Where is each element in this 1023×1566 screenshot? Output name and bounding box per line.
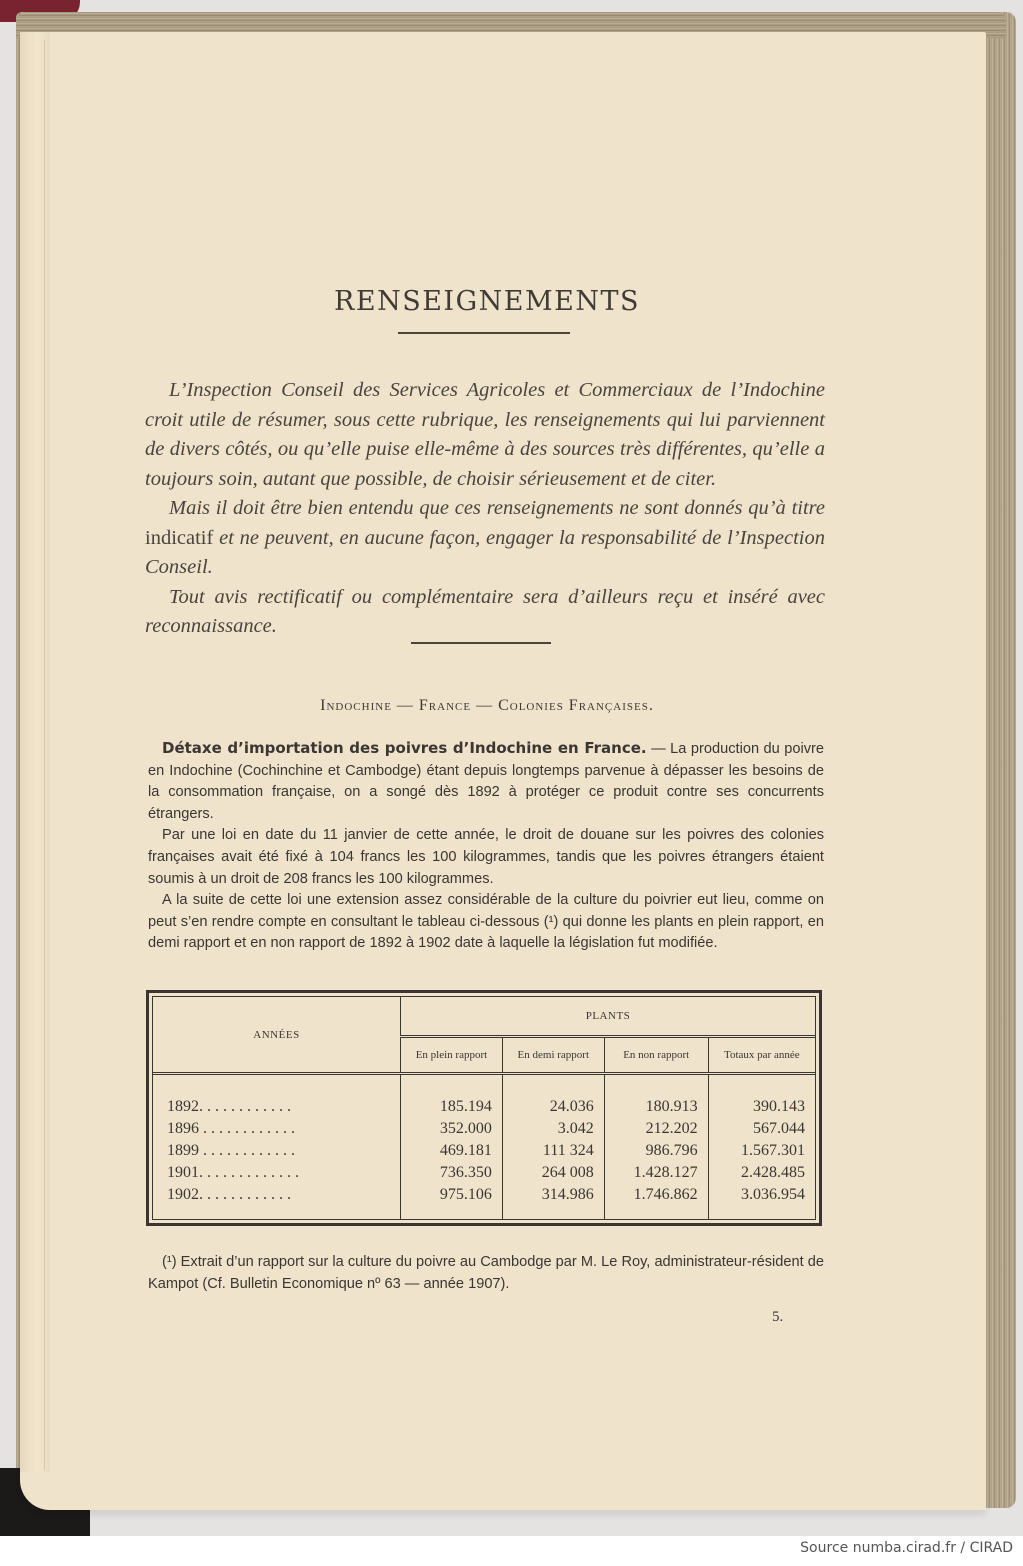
total-cell: 2.428.485 (741, 1163, 805, 1181)
intro-divider (411, 642, 551, 644)
intro-text: Tout avis rectificatif ou complémentaire sera d’ailleurs reçu et inséré avec reconnaissance. (145, 585, 825, 637)
non-cell: 212.202 (604, 1117, 708, 1139)
year-cell: 1892. . . . . . . . . . . . (153, 1095, 401, 1117)
page-number: 5. (772, 1309, 784, 1325)
year-cell: 1902. . . . . . . . . . . . (153, 1183, 401, 1205)
intro-paragraph-2 (145, 494, 825, 583)
non-cell: 986.796 (604, 1139, 708, 1161)
column-header-total: Totaux par année (708, 1037, 815, 1074)
article-text: — La production du poivre en Indochine (Cochinchine et Cambodge) étant depuis longtemps parvenue à dépasser les besoins de la consommation française, on a songé dès 1892 à protéger ce produit contre ses concurrents étrangers. (148, 741, 825, 822)
intro-paragraph-3 (145, 583, 825, 642)
intro-text: et ne peuvent, en aucune façon, engager la responsabilité de l’Inspection Conseil. (145, 526, 825, 578)
source-credit: Source numba.cirad.fr / CIRAD (800, 1540, 1013, 1556)
table-row (153, 1139, 815, 1161)
plein-cell: 975.106 (401, 1183, 503, 1205)
non-cell: 1.428.127 (604, 1161, 708, 1183)
intro-text: Mais il doit être bien entendu que ces renseignements ne sont donnés qu’à titre (169, 497, 825, 519)
demi-cell: 264 008 (502, 1161, 604, 1183)
column-header-non: En non rapport (604, 1037, 708, 1074)
article-paragraph-3: A la suite de cette loi une extension assez considérable de la culture du poivrier eut lieu, comme on peut s’en rendre compte en consultant le tableau ci-dessous (¹) qui donne les plants en plein rapport, en demi rapport et en non rapport de 1892 à 1902 date à laquelle la législation fut modifiée. (148, 892, 824, 952)
years-column-header: ANNÉES (153, 997, 401, 1074)
article-paragraph-2: Par une loi en date du 11 janvier de cette année, le droit de douane sur les poivres des colonies françaises avait été fixé à 104 francs les 100 kilogrammes, tandis que les poivres étrangers étaient soumis à un droit de 208 francs les 100 kilogrammes. (148, 827, 824, 887)
page-title: RENSEIGNEMENTS (334, 286, 640, 318)
table-row (153, 1183, 815, 1205)
total-cell: 390.143 (753, 1097, 805, 1115)
plein-cell: 736.350 (401, 1161, 503, 1183)
article-body (148, 738, 824, 955)
column-header-plein: En plein rapport (401, 1037, 503, 1074)
section-title: Indochine — France — Colonies Françaises. (320, 697, 654, 714)
plein-cell: 469.181 (401, 1139, 503, 1161)
year-cell: 1899 . . . . . . . . . . . . (153, 1139, 401, 1161)
page-gutter (20, 32, 50, 1472)
non-cell: 1.746.862 (604, 1183, 708, 1205)
plants-table (146, 990, 822, 1226)
footnote-text: (¹) Extrait d’un rapport sur la culture du poivre au Cambodge par M. Le Roy, administrateur-résident de Kampot (Cf. Bulletin Economique nº 63 — année 1907). (148, 1254, 824, 1292)
table-row (153, 1161, 815, 1183)
intro-text-upright: indicatif (145, 526, 214, 549)
total-cell: 567.044 (753, 1119, 805, 1137)
footnote (148, 1252, 824, 1295)
table-row (153, 1117, 815, 1139)
article-paragraph-1 (148, 738, 824, 825)
demi-cell: 3.042 (502, 1117, 604, 1139)
total-cell: 1.567.301 (741, 1141, 805, 1159)
non-cell: 180.913 (604, 1095, 708, 1117)
plein-cell: 352.000 (401, 1117, 503, 1139)
gutter-fold-line (44, 40, 45, 1470)
plants-data-table (153, 997, 815, 1219)
article-heading: Détaxe d’importation des poivres d’Indochine en France. (162, 739, 647, 757)
plants-group-header: PLANTS (401, 997, 816, 1037)
intro-block (145, 376, 825, 642)
total-cell: 3.036.954 (741, 1185, 805, 1203)
intro-paragraph-1 (145, 376, 825, 494)
column-header-demi: En demi rapport (502, 1037, 604, 1074)
year-cell: 1896 . . . . . . . . . . . . (153, 1117, 401, 1139)
table-row (153, 1095, 815, 1117)
demi-cell: 111 324 (502, 1139, 604, 1161)
demi-cell: 314.986 (502, 1183, 604, 1205)
title-underline (398, 332, 570, 334)
year-cell: 1901. . . . . . . . . . . . . (153, 1161, 401, 1183)
intro-text: L’Inspection Conseil des Services Agricoles et Commerciaux de l’Indochine croit utile de résumer, sous cette rubrique, les renseignements qui lui parviennent de divers côtés, ou qu’elle puise elle-même à des sources très différentes, qu’elle a toujours soin, autant que possible, de choisir sérieusement et de citer. (145, 379, 825, 490)
plein-cell: 185.194 (401, 1095, 503, 1117)
demi-cell: 24.036 (502, 1095, 604, 1117)
